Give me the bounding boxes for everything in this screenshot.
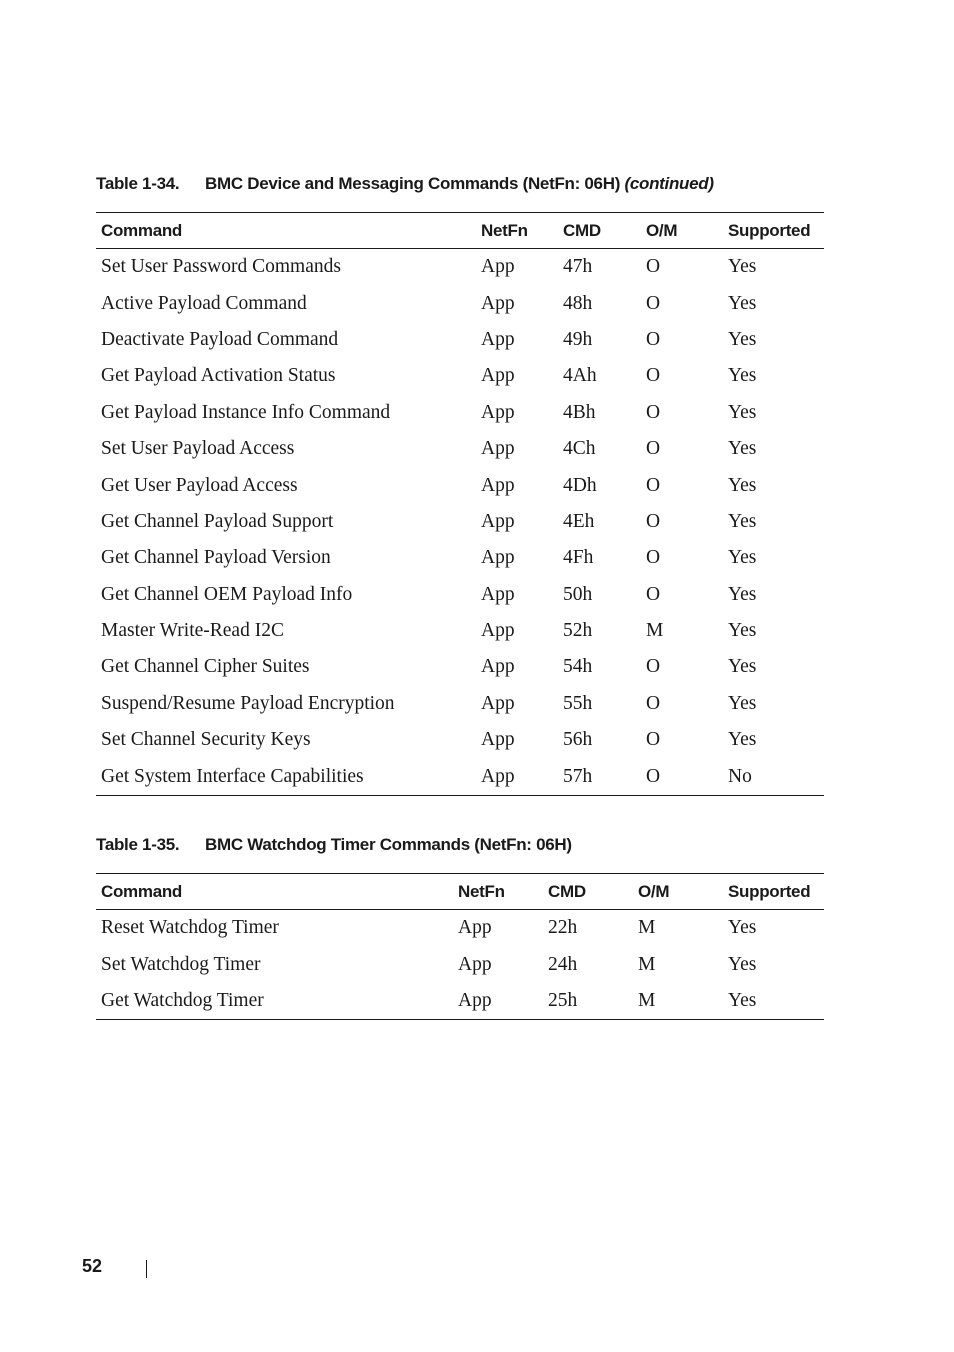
cell-cmd: 4Dh: [563, 474, 597, 496]
column-header-om: O/M: [633, 874, 723, 910]
cell-command: Set Channel Security Keys: [101, 729, 311, 751]
cell-om: O: [646, 474, 661, 496]
table-header-row: [96, 213, 824, 249]
cell-supported: Yes: [728, 953, 757, 975]
cell-netfn: App: [481, 656, 515, 678]
table-row: [96, 613, 824, 649]
table-number: Table 1-35.: [96, 835, 180, 854]
cell-cmd: 55h: [563, 692, 593, 714]
cell-command: Master Write-Read I2C: [101, 620, 284, 642]
cell-cmd: 56h: [563, 729, 593, 751]
cell-om: O: [646, 438, 661, 460]
cell-supported: Yes: [728, 917, 757, 939]
cell-cmd: 49h: [563, 328, 593, 350]
cell-cmd: 24h: [548, 953, 578, 975]
cell-netfn: App: [481, 328, 515, 350]
table-row: [96, 722, 824, 758]
cell-netfn: App: [481, 510, 515, 532]
column-header-supported: Supported: [723, 213, 824, 249]
cell-netfn: App: [481, 692, 515, 714]
continued-label: (continued): [624, 174, 714, 193]
cell-om: O: [646, 510, 661, 532]
cell-supported: Yes: [728, 256, 757, 278]
cell-supported: Yes: [728, 620, 757, 642]
cell-supported: Yes: [728, 474, 757, 496]
cell-netfn: App: [481, 620, 515, 642]
cell-netfn: App: [481, 365, 515, 387]
cell-supported: Yes: [728, 401, 757, 423]
cell-cmd: 4Eh: [563, 510, 595, 532]
table-row: [96, 249, 824, 286]
cell-command: Suspend/Resume Payload Encryption: [101, 692, 395, 714]
table-row: [96, 540, 824, 576]
column-header-netfn: NetFn: [476, 213, 558, 249]
cell-command: Get User Payload Access: [101, 474, 298, 496]
cell-cmd: 22h: [548, 917, 578, 939]
cell-netfn: App: [481, 401, 515, 423]
cell-netfn: App: [458, 917, 492, 939]
cell-supported: Yes: [728, 547, 757, 569]
table-row: [96, 504, 824, 540]
cell-om: O: [646, 365, 661, 387]
column-header-supported: Supported: [723, 874, 824, 910]
cell-supported: Yes: [728, 729, 757, 751]
cell-cmd: 4Ch: [563, 438, 596, 460]
cell-om: O: [646, 583, 661, 605]
cell-cmd: 47h: [563, 256, 593, 278]
cell-om: O: [641, 758, 723, 795]
table-row: [96, 358, 824, 394]
cell-supported: Yes: [728, 692, 757, 714]
cell-supported: Yes: [728, 656, 757, 678]
cell-om: O: [646, 256, 661, 278]
cell-netfn: App: [481, 474, 515, 496]
cell-command: Get Watchdog Timer: [96, 983, 453, 1020]
cell-command: Active Payload Command: [101, 292, 307, 314]
column-header-command: Command: [96, 874, 453, 910]
cell-netfn: App: [476, 758, 558, 795]
cell-command: Get System Interface Capabilities: [96, 758, 476, 795]
table-row: [96, 983, 824, 1020]
column-header-om: O/M: [641, 213, 723, 249]
cell-netfn: App: [453, 983, 543, 1020]
cell-command: Get Channel Payload Version: [101, 547, 331, 569]
table-row: [96, 686, 824, 722]
column-header-netfn: NetFn: [453, 874, 543, 910]
cell-supported: Yes: [728, 583, 757, 605]
cell-command: Set User Payload Access: [101, 438, 295, 460]
cell-command: Set Watchdog Timer: [101, 953, 261, 975]
cell-netfn: App: [481, 729, 515, 751]
cell-om: M: [646, 620, 664, 642]
cell-supported: Yes: [728, 438, 757, 460]
cell-om: O: [646, 401, 661, 423]
cell-supported: Yes: [728, 510, 757, 532]
page-number: 52: [82, 1256, 103, 1276]
table-1-35-caption: [96, 835, 572, 855]
cell-cmd: 48h: [563, 292, 593, 314]
cell-supported: Yes: [728, 365, 757, 387]
cell-command: Get Channel Payload Support: [101, 510, 334, 532]
cell-om: O: [646, 547, 661, 569]
table-row: [96, 910, 824, 947]
cell-netfn: App: [481, 583, 515, 605]
cell-supported: Yes: [728, 328, 757, 350]
cell-command: Set User Password Commands: [101, 256, 341, 278]
cell-cmd: 4Bh: [563, 401, 596, 423]
cell-cmd: 57h: [558, 758, 641, 795]
cell-command: Get Channel Cipher Suites: [101, 656, 310, 678]
table-title: BMC Watchdog Timer Commands (NetFn: 06H): [205, 835, 572, 854]
cell-command: Get Payload Activation Status: [101, 365, 336, 387]
table-row: [96, 467, 824, 503]
table-row: [96, 649, 824, 685]
table-number: Table 1-34.: [96, 174, 180, 193]
cell-supported: Yes: [728, 292, 757, 314]
cell-supported: No: [723, 758, 824, 795]
cell-om: M: [638, 917, 656, 939]
footer-divider: [146, 1260, 147, 1278]
cell-cmd: 25h: [543, 983, 633, 1020]
cell-supported: Yes: [723, 983, 824, 1020]
cell-command: Get Channel OEM Payload Info: [101, 583, 353, 605]
cell-netfn: App: [481, 256, 515, 278]
table-1-34: [96, 212, 824, 796]
cell-cmd: 54h: [563, 656, 593, 678]
table-row: [96, 577, 824, 613]
cell-om: M: [638, 953, 656, 975]
table-row: [96, 758, 824, 795]
cell-netfn: App: [481, 547, 515, 569]
table-row: [96, 946, 824, 982]
column-header-command: Command: [96, 213, 476, 249]
cell-netfn: App: [481, 438, 515, 460]
cell-om: M: [633, 983, 723, 1020]
cell-command: Reset Watchdog Timer: [101, 917, 279, 939]
cell-om: O: [646, 729, 661, 751]
table-row: [96, 395, 824, 431]
column-header-cmd: CMD: [543, 874, 633, 910]
cell-netfn: App: [481, 292, 515, 314]
table-1-35: [96, 873, 824, 1020]
cell-om: O: [646, 692, 661, 714]
column-header-cmd: CMD: [558, 213, 641, 249]
cell-cmd: 52h: [563, 620, 593, 642]
cell-om: O: [646, 328, 661, 350]
table-row: [96, 285, 824, 321]
cell-om: O: [646, 656, 661, 678]
table-title: BMC Device and Messaging Commands (NetFn: 06H): [205, 174, 621, 193]
table-header-row: [96, 874, 824, 910]
cell-netfn: App: [458, 953, 492, 975]
cell-cmd: 4Fh: [563, 547, 594, 569]
table-1-34-caption: [96, 174, 714, 194]
cell-command: Deactivate Payload Command: [101, 328, 339, 350]
cell-cmd: 4Ah: [563, 365, 597, 387]
cell-cmd: 50h: [563, 583, 593, 605]
cell-om: O: [646, 292, 661, 314]
table-row: [96, 322, 824, 358]
table-row: [96, 431, 824, 467]
cell-command: Get Payload Instance Info Command: [101, 401, 391, 423]
